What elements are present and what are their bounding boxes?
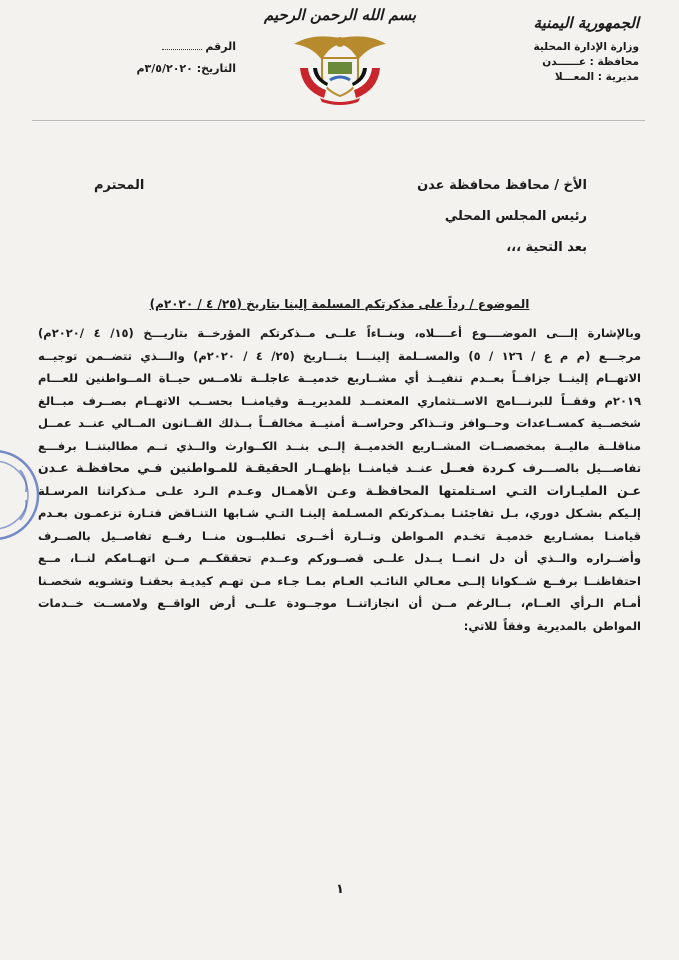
body-part-3: وعـن الأهمـال وعـدم الـرد علـى مـذكراتنا المرسـلة إلـيكم بشـكل دوري، بـل تفاجئنـا بمـذكرتكم المسـلمة إلينـا التـي شـابها التنـاقض فتـارة تزعمـون بعـدم قيامنـا بمشـاريع خدميـة تخـدم المـواطن وتــارة أخــرى تطلبــون منــا رفــع تفاصــيل بالصــرف وأضــراره والــذي أن دل انمــا يــدل علــى قصــوركم وعــدم تحققكــم مــن اتهــامكم لنــا، مــع احتفاظنــا برفــع شــكوانا إلــى معـالي النائـب العـام بمـا جـاء مـن تهـم كيديـة بحقنـا وتشـويه شخصـنا أمـام الـرأي العــام، بــالرغم مــن أن انجازاتنــا موجــودة علــى أرض الواقــع ولامســت خــدمات المواطن بالمديرية وفقاً للاتي: <box>38 483 641 633</box>
reference-number <box>96 36 236 58</box>
addressee-council: رئيس المجلس المحلي <box>444 209 587 224</box>
letter-date: التاريخ: ٣/٥/٢٠٢٠م <box>136 62 236 75</box>
reference-number-blank <box>162 49 202 50</box>
body-part-2: عنــد قيامنــا بإظهــار <box>298 461 440 475</box>
body-emphasis-2: الحقيقـة للمـواطنين فـي محافظـة عـدن عـن المليـارات التـي اسـتلمتها المحافظـة <box>38 460 642 498</box>
addressee-block <box>417 170 587 263</box>
body-part-1: وبالإشارة إلـــى الموضــــوع أعــــلاه، وبنــاءاً علــى مــذكرتكم المؤرخــة بتاريـــخ (١٥/ ٤ /٢٠٢٠م) مرجـــع (م م ع / ١٢٦ / ٥) والمســلمة إلينـــا بتـــاريخ (٢٥/ ٤ / ٢٠٢٠م) والـــذي تتضــمن توجيــه الاتهــام إلينــا جزافــاً بعــدم تنفيــذ أي مشــاريع خدميــة عاجلــة تلامــس حيــاة المــواطنين للعـــام ٢٠١٩م وفقــاً للبرنـــامج الاســتثماري المعتمــد للمديريــة وقيامنــا بحســب الاتهــام بصــرف مبــالغ شخصــية كمســاعدات وحــوافز وتــذاكر وحراســة أمنيــة مخالفــاً بــذلك القــانون المــالي عنــد عمــل مناقلــة ماليــة بمخصصــات المشــاريع الخدميــة إلــى بنــد الكــوارث والــذي تــم مطالبتنــا برفـــع تفاصـــيل بالصـــرف <box>38 326 642 475</box>
sender-header <box>439 14 639 85</box>
body-emphasis-1: كـردة فعــل <box>439 460 516 475</box>
governorate-name: محافظة : عــــــدن <box>542 56 639 68</box>
official-seal-icon <box>0 440 44 550</box>
page-number: ١ <box>336 882 344 897</box>
header-divider <box>32 120 645 121</box>
reference-block <box>96 36 236 80</box>
yemen-emblem-icon <box>280 28 400 108</box>
republic-name: الجمهورية اليمنية <box>533 14 639 32</box>
directorate-name: مديرية : المعـــلا <box>554 71 639 83</box>
greeting: بعد التحية ،،، <box>506 240 587 255</box>
addressee-title: الأخ / محافظ محافظة عدن <box>417 178 587 193</box>
reference-number-label: الرقم <box>205 40 236 53</box>
ministry-name: وزارة الإدارة المحلية <box>533 41 639 53</box>
respected-label: المحترم <box>94 178 145 193</box>
letter-body <box>38 322 641 637</box>
center-header <box>250 6 430 108</box>
basmala: بسم الله الرحمن الرحيم <box>263 6 417 24</box>
subject-line: الموضوع / رداً على مذكرتكم المسلمة إلينا بتاريخ (٢٥/ ٤ / ٢٠٢٠م) <box>149 297 530 311</box>
